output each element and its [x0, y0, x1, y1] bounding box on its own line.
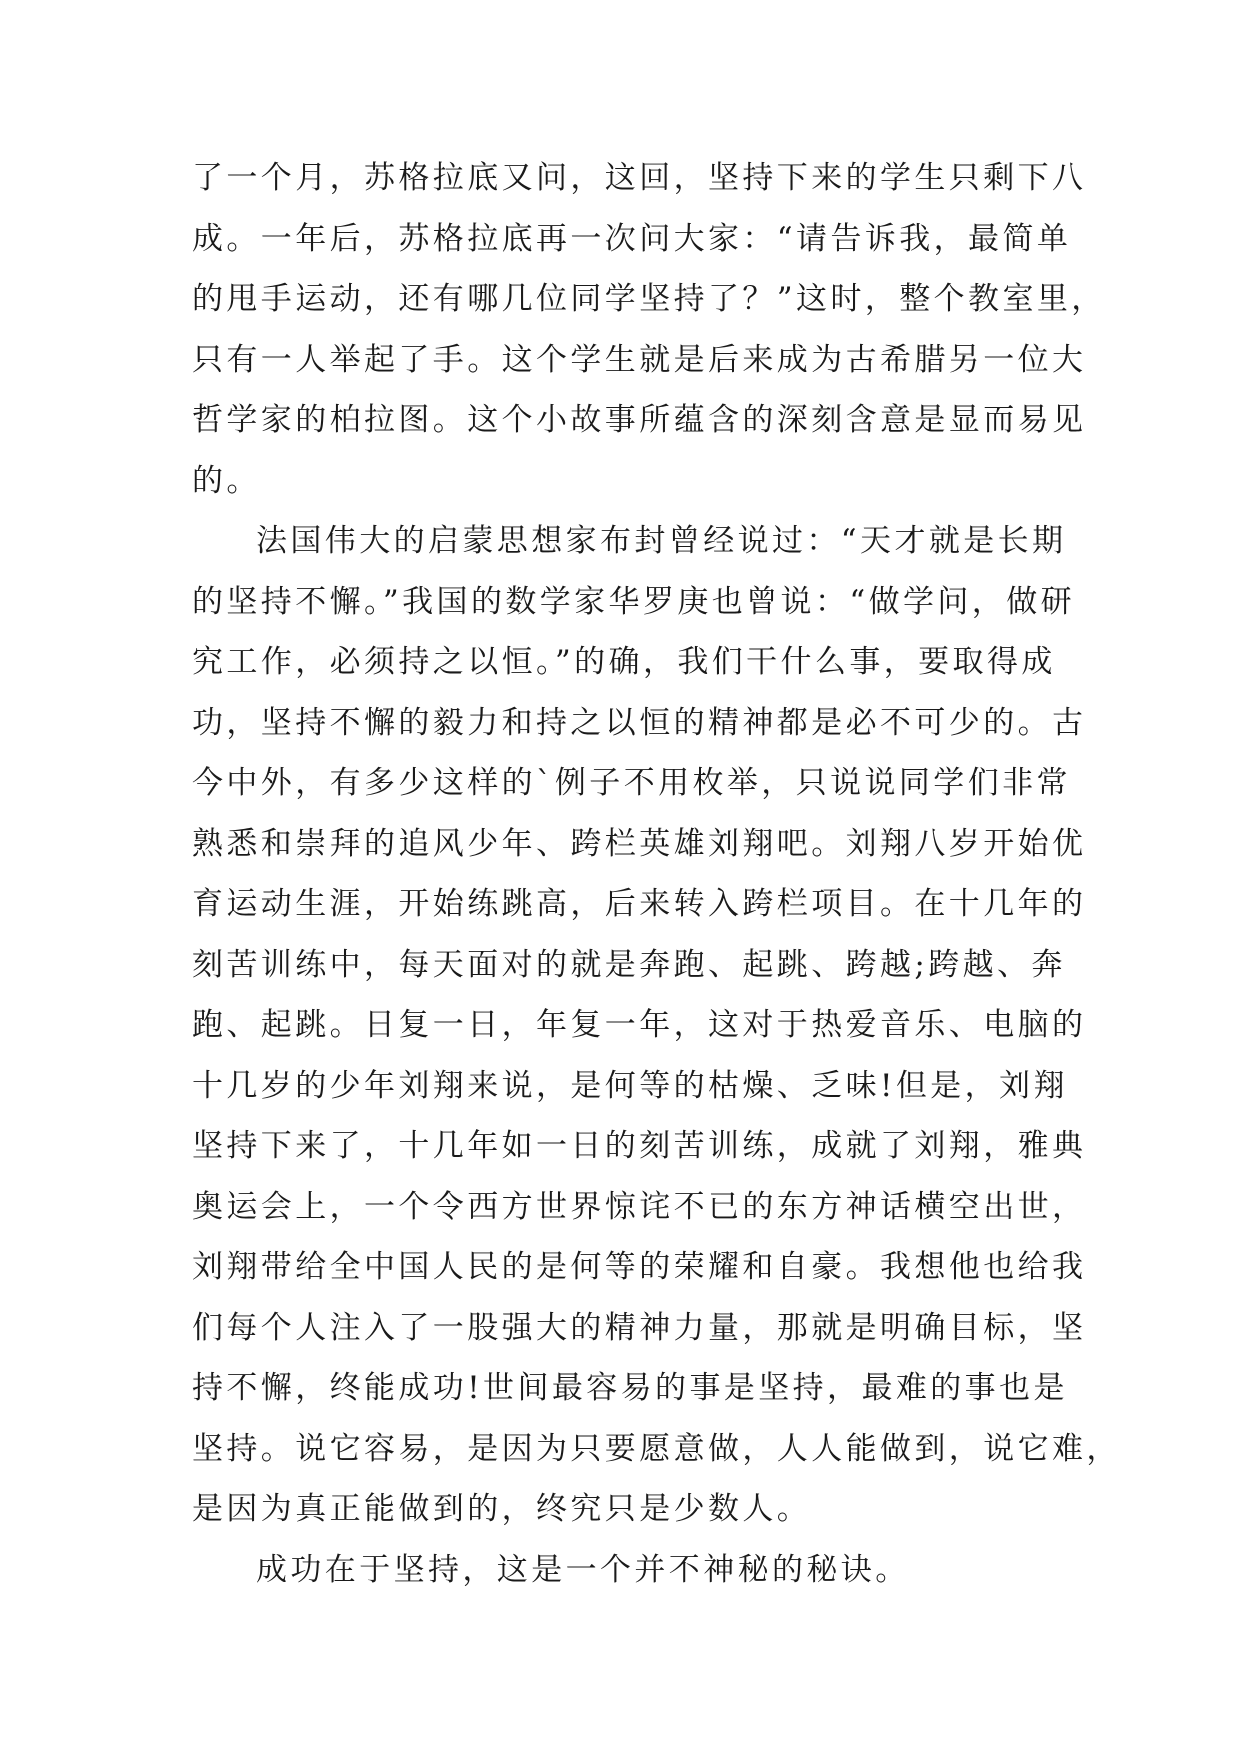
text-line: 十几岁的少年刘翔来说，是何等的枯燥、乏味!但是，刘翔	[192, 1067, 1068, 1104]
text-line: 是因为真正能做到的，终究只是少数人。	[192, 1491, 812, 1527]
paragraph-perseverance	[192, 511, 1121, 1540]
text-line: 奥运会上，一个令西方世界惊诧不已的东方神话横空出世，	[192, 1188, 1087, 1225]
text-line: 法国伟大的启蒙思想家布封曾经说过：“天才就是长期	[256, 523, 1067, 559]
text-line: 成。一年后，苏格拉底再一次问大家：“请告诉我，最简单	[192, 220, 1072, 257]
text-line: 刻苦训练中，每天面对的就是奔跑、起跳、跨越;跨越、奔	[192, 946, 1066, 983]
document-body	[192, 148, 1121, 1600]
text-line: 功，坚持不懈的毅力和持之以恒的精神都是必不可少的。古	[192, 704, 1087, 741]
text-line: 今中外，有多少这样的`例子不用枚举，只说说同学们非常	[192, 765, 1071, 801]
text-line: 的坚持不懈。”我国的数学家华罗庚也曾说：“做学问，做研	[192, 583, 1075, 620]
text-line: 了一个月，苏格拉底又问，这回，坚持下来的学生只剩下八	[192, 160, 1087, 196]
text-line: 哲学家的柏拉图。这个小故事所蕴含的深刻含意是显而易见	[192, 402, 1087, 438]
text-line: 的甩手运动，还有哪几位同学坚持了？”这时，整个教室里，	[192, 281, 1106, 317]
text-line: 究工作，必须持之以恒。”的确，我们干什么事，要取得成	[192, 644, 1056, 680]
text-line: 的。	[192, 462, 261, 499]
text-line: 们每个人注入了一股强大的精神力量，那就是明确目标，坚	[192, 1309, 1087, 1346]
text-line: 刘翔带给全中国人民的是何等的荣耀和自豪。我想他也给我	[192, 1249, 1087, 1285]
text-line: 育运动生涯，开始练跳高，后来转入跨栏项目。在十几年的	[192, 886, 1087, 922]
paragraph-socrates-story	[192, 148, 1106, 511]
text-line: 坚持。说它容易，是因为只要愿意做，人人能做到，说它难，	[192, 1430, 1121, 1467]
text-line: 只有一人举起了手。这个学生就是后来成为古希腊另一位大	[192, 341, 1087, 378]
text-line: 坚持下来了，十几年如一日的刻苦训练，成就了刘翔，雅典	[192, 1128, 1087, 1164]
paragraph-conclusion	[192, 1540, 1072, 1601]
text-line: 熟悉和崇拜的追风少年、跨栏英雄刘翔吧。刘翔八岁开始优	[192, 825, 1087, 862]
text-line: 成功在于坚持，这是一个并不神秘的秘诀。	[256, 1551, 910, 1588]
text-line: 持不懈，终能成功!世间最容易的事是坚持，最难的事也是	[192, 1370, 1068, 1406]
text-line: 跑、起跳。日复一日，年复一年，这对于热爱音乐、电脑的	[192, 1007, 1087, 1043]
